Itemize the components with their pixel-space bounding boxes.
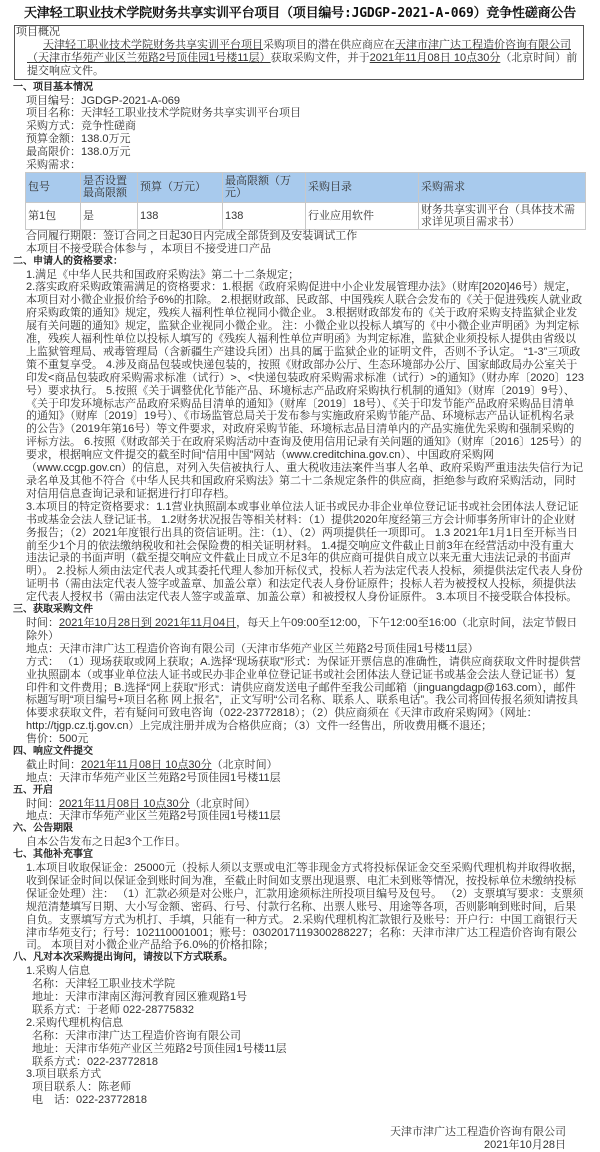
field-project-name <box>26 107 584 120</box>
section-heading-contacts: 八、凡对本次采购提出询问，请按以下方式联系。 <box>13 952 233 964</box>
qualification-item: 2.落实政府采购政策需满足的资格要求：1.根据《政府采购促进中小企业发展管理办法》（财库[2020]46号）规定，本项目对小微企业报价给予6%的扣除。 2.根据财政部、民政部、中国残疾人联合会发布的《关于促进残疾人就业政府采购政策的通知》规定，残疾人福利性单位视同小微企业。 3.根据财政部发布的《关于政府采购支持监狱企业发展有关问题的通知》规定，监狱企业视同小微企业。 注：小微企业以投标人填写的《中小微企业声明函》为判定标准，残疾人福利性单位以投标人填写的《残疾人福利性单位声明函》为判定标准，监狱企业须投标人提供由省级以上监狱管理局、戒毒管理局（含新疆生产建设兵团）出具的属于监狱企业的证明文件，否则不予认定。 “1-3”三项政策不重复享受。 4.涉及商品包装或快递包装的，按照《财政部办公厅、生态环境部办公厅、国家邮政局办公室关于印发<商品包装政府采购需求标准（试行）>、<快递包装政府采购需求标准（试行）>的通知》（财办库〔2020〕123号）要求执行。 5.按照《关于调整优化节能产品、环境标志产品政府采购执行机制的通知》（财库〔2019〕9号）、《关于印发环境标志产品政府采购品目清单的通知》（财库〔2019〕18号）、《关于印发节能产品政府采购品目清单的通知》（财库〔2019〕19号）、《市场监管总局关于发布参与实施政府采购节能产品、环境标志产品认证机构名录的公告》（2019年第16号）等文件要求，对政府采购节能、环境标志品目清单内的产品实施优先采购和强制采购的评标方法。 6.按照《财政部关于在政府采购活动中查询及使用信用记录有关问题的通知》（财库〔2016〕125号）的要求，根据响应文件提交的截至时间“信用中国”网站（www.creditchina.gov.cn）、中国政府采购网（www.ccgp.gov.cn）的信息，对列入失信被执行人、重大税收违法案件当事人名单、政府采购严重违法失信行为记录名单及其他不符合《中华人民共和国政府采购法》第二十二条规定条件的供应商，拒绝参与政府采购活动，同时对信用信息查询记录和证据进行打印存档。 <box>26 281 585 500</box>
agency-contact <box>32 1056 584 1069</box>
obtain-location <box>26 643 584 656</box>
table-cell-budget: 138 <box>138 202 223 229</box>
obtain-time <box>26 617 584 643</box>
field-label: 地址： <box>32 1042 65 1055</box>
field-value: 138.0万元 <box>81 133 131 146</box>
project-overview-box <box>14 25 584 80</box>
obtain-documents-content <box>26 617 584 746</box>
submission-location-label: 地点： <box>26 771 59 784</box>
section-heading-basic-info: 一、项目基本情况 <box>13 81 93 93</box>
page-title: 天津轻工职业技术学院财务共享实训平台项目（项目编号:JGDGP-2021-A-069）竞争性磋商公告 <box>23 6 577 21</box>
field-value: 138.0万元 <box>81 146 131 159</box>
section-heading-opening: 五、开启 <box>13 784 53 796</box>
field-label: 电 话： <box>32 1094 76 1107</box>
purchaser-info-title: 1.采购人信息 <box>26 965 91 978</box>
submission-content <box>26 759 584 785</box>
field-label: 项目编号： <box>26 94 81 107</box>
table-header-row <box>26 172 586 202</box>
section-heading-obtain-documents: 三、获取采购文件 <box>13 604 93 616</box>
notice-period-content <box>26 836 584 849</box>
qualification-item: 1.满足《中华人民共和国政府采购法》第二十二条规定； <box>26 268 300 281</box>
field-value: 022-23772818 <box>76 1094 147 1107</box>
overview-text-part: 采购项目的潜在供应商应在 <box>263 38 395 51</box>
table-cell-package: 第1包 <box>26 202 81 229</box>
field-value: 天津市津广达工程造价咨询有限公司 <box>65 1029 241 1042</box>
agency-info-title: 2.采购代理机构信息 <box>26 1016 124 1029</box>
project-contact-phone <box>32 1094 584 1107</box>
submission-location <box>26 772 584 785</box>
agency-name <box>32 1030 584 1043</box>
table-header-cell: 最高限额（万元） <box>223 172 306 202</box>
obtain-method-label: 方式： <box>26 655 59 668</box>
issuer-name: 天津市津广达工程造价咨询有限公司 <box>390 1126 566 1139</box>
obtain-location-value: 天津市津广达工程造价咨询有限公司（天津市华苑产业区兰苑路2号顶佳园1号楼11层） <box>59 642 479 655</box>
field-label: 名称： <box>32 1029 65 1042</box>
obtain-price <box>26 733 584 746</box>
obtain-location-label: 地点： <box>26 642 59 655</box>
overview-text-part: （北京时间）前提交响应文件。 <box>27 51 578 77</box>
opening-time-value: 2021年11月08日 10点30分 <box>59 797 190 810</box>
other-matters-text: 1.本项目收取保证金：25000元（投标人须以支票或电汇等非现金方式将投标保证金交至采购代理机构并取得收据，收到保证金时间以保证金到账时间为准，至截止时间如支票出现退票、电汇未到账等情况，按投标单位未缴纳投标保证金处理）注： （1）汇款必须是对公账户，汇款用途须标注所投项目编号及包号。 （2）支票填写要求：支票须规范清楚填写日期、大小写金额、密码、行号、付款行名称、出票人账号、用途等各项，否则影响到账时间，后果自负。支票填写方式为机打、手填，只能有一种方式。 2.采购代理机构汇款银行及账号：开户行：中国工商银行天津市华苑支行；行号：102110001001；账号：0302017119300288227；名称：天津市津广达工程造价咨询有限公司。 本项目对小微企业产品给予6.0%的价格扣除； <box>26 862 584 952</box>
obtain-time-detail: ，每天上午09:00至12:00，下午12:00至16:00（北京时间，法定节假日除外） <box>26 616 578 642</box>
qualifications-list <box>26 269 584 605</box>
submission-deadline <box>26 759 584 772</box>
table-cell-max-limit: 138 <box>223 202 306 229</box>
field-max-price <box>26 146 584 159</box>
overview-agency-location: 天津市津广达工程造价咨询有限公司（天津市华苑产业区兰苑路2号顶佳园1号楼11层） <box>27 38 571 64</box>
purchaser-address <box>32 991 584 1004</box>
purchaser-contact <box>32 1004 584 1017</box>
field-label: 预算金额： <box>26 133 81 146</box>
signature-block <box>0 1126 600 1152</box>
participation-note: 本项目不接受联合体参与 ，本项目不接受进口产品 <box>26 242 272 255</box>
basic-info-fields <box>26 95 584 172</box>
purchaser-name <box>32 978 584 991</box>
basic-info-notes <box>26 230 584 256</box>
field-value: 于老师 022-28775832 <box>87 1003 195 1016</box>
overview-deadline: 2021年11月08日 10点30分 <box>369 51 501 64</box>
field-value: JGDGP-2021-A-069 <box>81 94 181 107</box>
obtain-method-value: （1）现场获取或网上获取；A.选择“现场获取”形式：为保证开票信息的准确性，请供应商获取文件时提供营业执照副本（或事业单位法人证书或民办非企业单位登记证书或社会团体法人登记证书或基金会法人登记证书）复印件和文件费用；B.选择“网上获取”形式：请供应商发送电子邮件至我公司邮箱（jinguangdagp@163.com），邮件标题写明“项目编号+项目名称 网上报名”，正文写明“公司名称、联系人、联系电话”。我公司将回传报名须知请按具体要求获取文件，若有疑问可致电咨询（022-23772818）；（2）供应商须在《天津市政府采购网》（网址：http://tjgp.cz.tj.gov.cn）上完成注册并成为合格供应商；（3）文件一经售出，所收费用概不退还； <box>26 655 581 733</box>
opening-location-label: 地点： <box>26 810 59 823</box>
section-heading-other-matters: 七、其他补充事宜 <box>13 849 93 861</box>
obtain-method <box>26 656 584 733</box>
agency-address <box>32 1043 584 1056</box>
opening-content <box>26 798 584 824</box>
overview-text <box>27 39 583 78</box>
submission-deadline-label: 截止时间： <box>26 758 81 771</box>
project-contact-person <box>32 1081 584 1094</box>
field-label: 最高限价： <box>26 146 81 159</box>
qualification-item: 3.本项目的特定资格要求：1.1营业执照副本或事业单位法人证书或民办非企业单位登记证书或社会团体法人登记证书或基金会法人登记证书。 1.2财务状况报告等相关材料：（1）提供2020年度经第三方会计师事务所审计的企业财务报告；（2）2021年度银行出具的资信证明。注：（1）、（2）两项提供任一项即可。 1.3 2021年1月1日至开标当日前至少1个月的依法缴纳税收和社会保险费的相关证明材料。 1.4提交响应文件截止日前3年在经营活动中没有重大违法记录的书面声明（截至提交响应文件截止日成立不足3年的供应商可提供自成立以来无重大违法记录的书面声明）。 2.投标人须由法定代表人或其委托代理人参加开标仪式，投标人若为法定代表人投标，须提供法定代表人身份证明书（需由法定代表人签字或盖章、加盖公章）和法定代表人身份证原件；投标人若为被授权人投标，须提供法定代表人授权书（需由法定代表人签字或盖章、加盖公章）和被授权人身份证原件。 3.本项目不接受联合体投标。 <box>26 500 583 604</box>
opening-time-suffix: （北京时间） <box>189 797 256 810</box>
field-label: 地址： <box>32 991 65 1004</box>
field-label: 联系方式： <box>32 1003 87 1016</box>
section-heading-qualifications: 二、申请人的资格要求： <box>13 255 123 267</box>
table-header-cell: 采购目录 <box>306 172 419 202</box>
field-requirements <box>26 159 584 172</box>
table-cell-has-limit: 是 <box>81 202 138 229</box>
submission-location-value: 天津市华苑产业区兰苑路2号顶佳园1号楼11层 <box>59 771 281 784</box>
opening-location-value: 天津市华苑产业区兰苑路2号顶佳园1号楼11层 <box>59 810 281 823</box>
field-value: 天津轻工职业技术学院 <box>65 978 175 991</box>
field-label: 名称： <box>32 978 65 991</box>
field-budget <box>26 133 584 146</box>
requirements-table <box>25 172 586 230</box>
contract-period: 合同履行期限：签订合同之日起30日内完成全部货到及安装调试工作 <box>26 229 358 242</box>
field-label: 采购方式： <box>26 120 81 133</box>
contacts-content <box>26 965 584 1107</box>
field-value: 竞争性磋商 <box>81 120 136 133</box>
field-project-number <box>26 95 584 108</box>
table-cell-catalog: 行业应用软件 <box>306 202 419 229</box>
field-value: 天津轻工职业技术学院财务共享实训平台项目 <box>81 107 301 120</box>
section-heading-submission: 四、响应文件提交 <box>13 746 93 758</box>
section-heading-notice-period: 六、公告期限 <box>13 823 73 835</box>
overview-text-part: 获取采购文件，并于 <box>270 51 370 64</box>
table-header-cell: 是否设置最高限额 <box>81 172 138 202</box>
table-cell-requirement: 财务共享实训平台（具体技术需求详见项目需求书） <box>419 202 586 229</box>
obtain-price-label: 售价： <box>26 733 59 746</box>
project-contact-title: 3.项目联系方式 <box>26 1068 102 1081</box>
table-row <box>26 202 586 229</box>
overview-label: 项目概况 <box>16 26 60 38</box>
field-label: 采购需求： <box>26 158 81 171</box>
field-label: 联系方式： <box>32 1055 87 1068</box>
field-value: 天津市津南区海河教育园区雅观路1号 <box>65 991 248 1004</box>
obtain-time-label: 时间： <box>26 616 59 629</box>
field-value: 022-23772818 <box>87 1055 158 1068</box>
field-procurement-method <box>26 120 584 133</box>
submission-deadline-value: 2021年11月08日 10点30分 <box>81 758 212 771</box>
obtain-price-value: 500元 <box>59 733 89 746</box>
opening-location <box>26 810 584 823</box>
notice-period-text: 自本公告发布之日起3个工作日。 <box>26 836 187 849</box>
table-header-cell: 预算（万元） <box>138 172 223 202</box>
issue-date: 2021年10月28日 <box>484 1138 566 1151</box>
field-value: 陈老师 <box>98 1081 131 1094</box>
overview-project-name: 天津轻工职业技术学院财务共享实训平台项目 <box>43 38 263 51</box>
field-value: 天津市华苑产业区兰苑路2号顶佳园1号楼11层 <box>65 1042 287 1055</box>
submission-deadline-suffix: （北京时间） <box>211 758 278 771</box>
table-header-cell: 包号 <box>26 172 81 202</box>
other-matters-content <box>26 862 584 952</box>
opening-time-label: 时间： <box>26 797 59 810</box>
field-label: 项目联系人： <box>32 1081 98 1094</box>
opening-time <box>26 798 584 811</box>
table-header-cell: 采购需求 <box>419 172 586 202</box>
obtain-time-period: 2021年10月28日到 2021年11月04日 <box>59 616 237 629</box>
field-label: 项目名称： <box>26 107 81 120</box>
